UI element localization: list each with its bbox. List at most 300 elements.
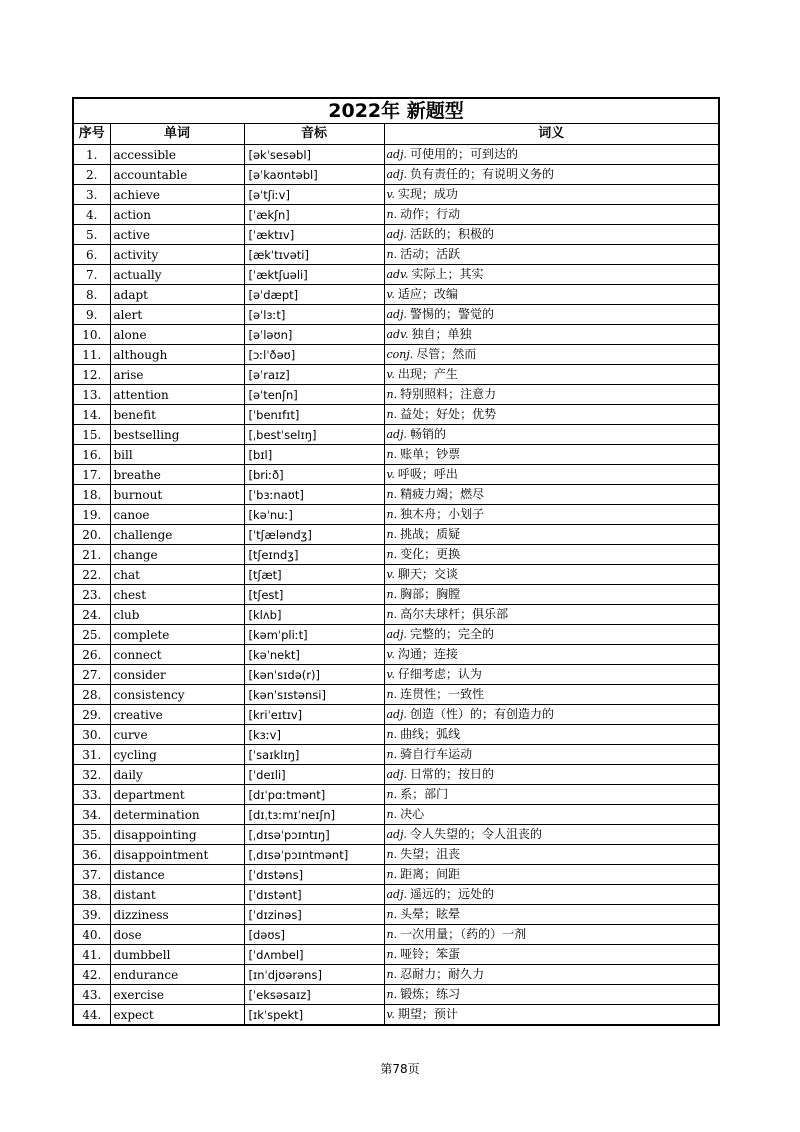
row-number: 37. (73, 865, 110, 885)
part-of-speech: v. (386, 1008, 395, 1021)
row-meaning (384, 405, 719, 425)
table-row (73, 705, 719, 725)
row-word: consider (110, 665, 244, 685)
part-of-speech: n. (386, 208, 398, 221)
row-number: 35. (73, 825, 110, 845)
definition: 畅销的 (410, 427, 447, 441)
part-of-speech: n. (386, 728, 398, 741)
table-row (73, 365, 719, 385)
part-of-speech: adj. (386, 628, 408, 641)
row-number: 40. (73, 925, 110, 945)
row-number: 22. (73, 565, 110, 585)
row-meaning (384, 925, 719, 945)
header-number: 序号 (73, 124, 110, 145)
table-row (73, 405, 719, 425)
row-word: bill (110, 445, 244, 465)
row-word: expect (110, 1005, 244, 1026)
definition: 独自；单独 (411, 327, 472, 341)
row-meaning (384, 185, 719, 205)
definition: 遥远的；远处的 (410, 887, 495, 901)
row-phonetic: [ˈtʃæləndʒ] (244, 525, 384, 545)
part-of-speech: adj. (386, 428, 408, 441)
row-phonetic: [kənˈsɪdə(r)] (244, 665, 384, 685)
table-row (73, 825, 719, 845)
part-of-speech: adv. (386, 268, 409, 281)
definition: 实际上；其实 (411, 267, 484, 281)
part-of-speech: v. (386, 568, 395, 581)
row-phonetic: [bɪl] (244, 445, 384, 465)
table-row (73, 525, 719, 545)
row-number: 5. (73, 225, 110, 245)
definition: 出现；产生 (397, 367, 458, 381)
definition: 高尔夫球杆；俱乐部 (400, 607, 509, 621)
table-row (73, 1005, 719, 1026)
part-of-speech: v. (386, 648, 395, 661)
row-number: 7. (73, 265, 110, 285)
table-row (73, 225, 719, 245)
row-phonetic: [ɔːlˈðəʊ] (244, 345, 384, 365)
row-number: 29. (73, 705, 110, 725)
table-row (73, 165, 719, 185)
table-row (73, 625, 719, 645)
row-number: 21. (73, 545, 110, 565)
row-meaning (384, 645, 719, 665)
row-number: 28. (73, 685, 110, 705)
row-phonetic: [ˈæktʃuəli] (244, 265, 384, 285)
row-word: breathe (110, 465, 244, 485)
row-meaning (384, 445, 719, 465)
row-phonetic: [ˈdɪstənt] (244, 885, 384, 905)
row-word: alert (110, 305, 244, 325)
row-word: chest (110, 585, 244, 605)
part-of-speech: n. (386, 688, 398, 701)
row-meaning (384, 885, 719, 905)
definition: 实现；成功 (397, 187, 458, 201)
row-phonetic: [kəˈnuː] (244, 505, 384, 525)
table-row (73, 445, 719, 465)
row-meaning (384, 685, 719, 705)
definition: 令人失望的；令人沮丧的 (410, 827, 543, 841)
table-row (73, 465, 719, 485)
row-meaning (384, 385, 719, 405)
part-of-speech: n. (386, 588, 398, 601)
row-word: daily (110, 765, 244, 785)
row-word: dumbbell (110, 945, 244, 965)
row-meaning (384, 305, 719, 325)
row-number: 30. (73, 725, 110, 745)
row-number: 32. (73, 765, 110, 785)
row-word: achieve (110, 185, 244, 205)
row-phonetic: [dɪˌtɜːmɪˈneɪʃn] (244, 805, 384, 825)
row-phonetic: [əˈlɜːt] (244, 305, 384, 325)
row-meaning (384, 145, 719, 165)
definition: 聊天；交谈 (397, 567, 458, 581)
row-meaning (384, 705, 719, 725)
definition: 精疲力竭；燃尽 (400, 487, 485, 501)
part-of-speech: n. (386, 248, 398, 261)
part-of-speech: adj. (386, 168, 408, 181)
row-number: 1. (73, 145, 110, 165)
row-meaning (384, 725, 719, 745)
row-word: cycling (110, 745, 244, 765)
header-phonetic: 音标 (244, 124, 384, 145)
vocabulary-sheet (72, 97, 718, 1026)
row-number: 19. (73, 505, 110, 525)
row-number: 13. (73, 385, 110, 405)
table-row (73, 745, 719, 765)
part-of-speech: adv. (386, 328, 409, 341)
table-row (73, 305, 719, 325)
row-word: department (110, 785, 244, 805)
row-word: endurance (110, 965, 244, 985)
part-of-speech: n. (386, 608, 398, 621)
part-of-speech: adj. (386, 148, 408, 161)
row-meaning (384, 345, 719, 365)
row-phonetic: [əˈraɪz] (244, 365, 384, 385)
definition: 动作；行动 (400, 207, 461, 221)
row-phonetic: [kɜːv] (244, 725, 384, 745)
row-number: 8. (73, 285, 110, 305)
vocabulary-table (72, 97, 720, 1026)
row-number: 10. (73, 325, 110, 345)
part-of-speech: v. (386, 468, 395, 481)
part-of-speech: n. (386, 968, 398, 981)
row-meaning (384, 505, 719, 525)
row-phonetic: [klʌb] (244, 605, 384, 625)
definition: 曲线；弧线 (400, 727, 461, 741)
part-of-speech: v. (386, 288, 395, 301)
part-of-speech: n. (386, 908, 398, 921)
table-row (73, 605, 719, 625)
definition: 胸部；胸膛 (400, 587, 461, 601)
row-meaning (384, 425, 719, 445)
row-phonetic: [ˈækʃn] (244, 205, 384, 225)
row-number: 2. (73, 165, 110, 185)
row-meaning (384, 325, 719, 345)
row-meaning (384, 945, 719, 965)
row-phonetic: [əˈkaʊntəbl] (244, 165, 384, 185)
row-phonetic: [ɪkˈspekt] (244, 1005, 384, 1026)
table-row (73, 725, 719, 745)
table-row (73, 325, 719, 345)
row-phonetic: [ˈdeɪli] (244, 765, 384, 785)
table-row (73, 385, 719, 405)
row-word: disappointment (110, 845, 244, 865)
table-row (73, 785, 719, 805)
row-word: chat (110, 565, 244, 585)
header-meaning: 词义 (384, 124, 719, 145)
definition: 决心 (400, 807, 425, 821)
row-meaning (384, 465, 719, 485)
table-row (73, 945, 719, 965)
row-meaning (384, 285, 719, 305)
row-phonetic: [ˈbɜːnaʊt] (244, 485, 384, 505)
row-number: 26. (73, 645, 110, 665)
table-row (73, 545, 719, 565)
row-meaning (384, 205, 719, 225)
row-meaning (384, 585, 719, 605)
row-meaning (384, 845, 719, 865)
part-of-speech: adj. (386, 708, 408, 721)
row-number: 4. (73, 205, 110, 225)
definition: 忍耐力；耐久力 (400, 967, 485, 981)
row-number: 14. (73, 405, 110, 425)
definition: 创造（性）的；有创造力的 (410, 707, 555, 721)
definition: 一次用量；（药的）一剂 (400, 927, 527, 941)
row-word: complete (110, 625, 244, 645)
table-row (73, 845, 719, 865)
table-row (73, 485, 719, 505)
row-meaning (384, 225, 719, 245)
part-of-speech: adj. (386, 888, 408, 901)
row-meaning (384, 765, 719, 785)
row-meaning (384, 485, 719, 505)
definition: 适应；改编 (397, 287, 458, 301)
part-of-speech: n. (386, 388, 398, 401)
row-phonetic: [ˈsaɪklɪŋ] (244, 745, 384, 765)
definition: 距离；间距 (400, 867, 461, 881)
row-word: determination (110, 805, 244, 825)
row-phonetic: [əkˈsesəbl] (244, 145, 384, 165)
row-meaning (384, 905, 719, 925)
row-phonetic: [briːð] (244, 465, 384, 485)
row-meaning (384, 805, 719, 825)
definition: 可使用的；可到达的 (410, 147, 519, 161)
definition: 头晕；眩晕 (400, 907, 461, 921)
definition: 期望；预计 (397, 1007, 458, 1021)
row-number: 42. (73, 965, 110, 985)
definition: 完整的；完全的 (410, 627, 495, 641)
row-word: dose (110, 925, 244, 945)
part-of-speech: n. (386, 928, 398, 941)
row-phonetic: [əˈdæpt] (244, 285, 384, 305)
definition: 变化；更换 (400, 547, 461, 561)
row-number: 3. (73, 185, 110, 205)
part-of-speech: adj. (386, 308, 408, 321)
table-row (73, 885, 719, 905)
row-word: distant (110, 885, 244, 905)
table-row (73, 585, 719, 605)
table-row (73, 645, 719, 665)
row-word: change (110, 545, 244, 565)
definition: 失望；沮丧 (400, 847, 461, 861)
row-meaning (384, 865, 719, 885)
table-row (73, 805, 719, 825)
row-phonetic: [ˌbestˈselɪŋ] (244, 425, 384, 445)
header-row (73, 124, 719, 145)
row-phonetic: [ˌdɪsəˈpɔɪntɪŋ] (244, 825, 384, 845)
row-meaning (384, 165, 719, 185)
row-meaning (384, 665, 719, 685)
row-word: bestselling (110, 425, 244, 445)
row-meaning (384, 545, 719, 565)
part-of-speech: n. (386, 528, 398, 541)
part-of-speech: adj. (386, 768, 408, 781)
row-word: active (110, 225, 244, 245)
row-phonetic: [kriˈeɪtɪv] (244, 705, 384, 725)
definition: 特别照料；注意力 (400, 387, 497, 401)
part-of-speech: v. (386, 188, 395, 201)
row-phonetic: [tʃæt] (244, 565, 384, 585)
part-of-speech: v. (386, 368, 395, 381)
row-phonetic: [ˈdɪzinəs] (244, 905, 384, 925)
row-number: 18. (73, 485, 110, 505)
row-meaning (384, 625, 719, 645)
table-row (73, 985, 719, 1005)
definition: 账单；钞票 (400, 447, 461, 461)
row-phonetic: [kənˈsɪstənsi] (244, 685, 384, 705)
row-phonetic: [əˈləʊn] (244, 325, 384, 345)
row-word: action (110, 205, 244, 225)
row-meaning (384, 1005, 719, 1026)
part-of-speech: n. (386, 848, 398, 861)
definition: 连贯性；一致性 (400, 687, 485, 701)
definition: 沟通；连接 (397, 647, 458, 661)
row-phonetic: [ˈbenɪfɪt] (244, 405, 384, 425)
definition: 活动；活跃 (400, 247, 461, 261)
table-row (73, 765, 719, 785)
table-row (73, 925, 719, 945)
row-word: dizziness (110, 905, 244, 925)
row-number: 23. (73, 585, 110, 605)
row-number: 27. (73, 665, 110, 685)
table-row (73, 285, 719, 305)
row-number: 33. (73, 785, 110, 805)
row-word: creative (110, 705, 244, 725)
part-of-speech: adj. (386, 828, 408, 841)
table-row (73, 865, 719, 885)
row-number: 15. (73, 425, 110, 445)
row-word: canoe (110, 505, 244, 525)
row-word: burnout (110, 485, 244, 505)
row-meaning (384, 965, 719, 985)
part-of-speech: n. (386, 788, 398, 801)
row-number: 12. (73, 365, 110, 385)
row-meaning (384, 245, 719, 265)
row-word: benefit (110, 405, 244, 425)
table-row (73, 185, 719, 205)
row-word: activity (110, 245, 244, 265)
part-of-speech: n. (386, 868, 398, 881)
page-number: 第78页 (380, 1062, 420, 1076)
part-of-speech: n. (386, 548, 398, 561)
table-row (73, 665, 719, 685)
row-word: challenge (110, 525, 244, 545)
row-meaning (384, 365, 719, 385)
row-word: attention (110, 385, 244, 405)
row-number: 36. (73, 845, 110, 865)
part-of-speech: adj. (386, 228, 408, 241)
definition: 活跃的；积极的 (410, 227, 495, 241)
row-word: accessible (110, 145, 244, 165)
row-number: 20. (73, 525, 110, 545)
row-meaning (384, 825, 719, 845)
definition: 负有责任的；有说明义务的 (410, 167, 555, 181)
row-word: connect (110, 645, 244, 665)
definition: 呼吸；呼出 (397, 467, 458, 481)
definition: 日常的；按日的 (410, 767, 495, 781)
definition: 挑战；质疑 (400, 527, 461, 541)
definition: 锻炼；练习 (400, 987, 461, 1001)
table-row (73, 345, 719, 365)
row-word: disappointing (110, 825, 244, 845)
row-number: 25. (73, 625, 110, 645)
table-row (73, 205, 719, 225)
row-number: 38. (73, 885, 110, 905)
row-word: actually (110, 265, 244, 285)
header-word: 单词 (110, 124, 244, 145)
row-word: adapt (110, 285, 244, 305)
row-phonetic: [əˈtenʃn] (244, 385, 384, 405)
definition: 骑自行车运动 (400, 747, 473, 761)
table-row (73, 965, 719, 985)
definition: 警惕的；警觉的 (410, 307, 495, 321)
row-meaning (384, 985, 719, 1005)
definition: 哑铃；笨蛋 (400, 947, 461, 961)
row-phonetic: [tʃeɪndʒ] (244, 545, 384, 565)
row-phonetic: [kəˈnekt] (244, 645, 384, 665)
row-number: 11. (73, 345, 110, 365)
table-row (73, 565, 719, 585)
row-word: exercise (110, 985, 244, 1005)
row-word: curve (110, 725, 244, 745)
row-phonetic: [ˈdʌmbel] (244, 945, 384, 965)
definition: 益处；好处；优势 (400, 407, 497, 421)
row-word: distance (110, 865, 244, 885)
row-word: alone (110, 325, 244, 345)
part-of-speech: n. (386, 508, 398, 521)
row-word: club (110, 605, 244, 625)
row-number: 41. (73, 945, 110, 965)
part-of-speech: n. (386, 448, 398, 461)
row-number: 16. (73, 445, 110, 465)
part-of-speech: n. (386, 488, 398, 501)
row-phonetic: [dɪˈpɑːtmənt] (244, 785, 384, 805)
part-of-speech: n. (386, 948, 398, 961)
definition: 系；部门 (400, 787, 449, 801)
part-of-speech: n. (386, 748, 398, 761)
part-of-speech: n. (386, 988, 398, 1001)
definition: 仔细考虑；认为 (397, 667, 482, 681)
table-row (73, 425, 719, 445)
row-phonetic: [dəʊs] (244, 925, 384, 945)
row-phonetic: [tʃest] (244, 585, 384, 605)
table-row (73, 145, 719, 165)
row-meaning (384, 745, 719, 765)
part-of-speech: conj. (386, 348, 414, 361)
row-word: consistency (110, 685, 244, 705)
part-of-speech: n. (386, 408, 398, 421)
row-number: 24. (73, 605, 110, 625)
definition: 尽管；然而 (416, 347, 477, 361)
row-word: arise (110, 365, 244, 385)
table-title: 2022年 新题型 (73, 98, 719, 124)
row-phonetic: [kəmˈpliːt] (244, 625, 384, 645)
part-of-speech: v. (386, 668, 395, 681)
definition: 独木舟；小划子 (400, 507, 485, 521)
row-meaning (384, 265, 719, 285)
row-number: 43. (73, 985, 110, 1005)
row-number: 17. (73, 465, 110, 485)
row-number: 6. (73, 245, 110, 265)
row-word: although (110, 345, 244, 365)
part-of-speech: n. (386, 808, 398, 821)
row-meaning (384, 565, 719, 585)
row-phonetic: [əˈtʃiːv] (244, 185, 384, 205)
row-meaning (384, 605, 719, 625)
table-row (73, 245, 719, 265)
row-number: 34. (73, 805, 110, 825)
